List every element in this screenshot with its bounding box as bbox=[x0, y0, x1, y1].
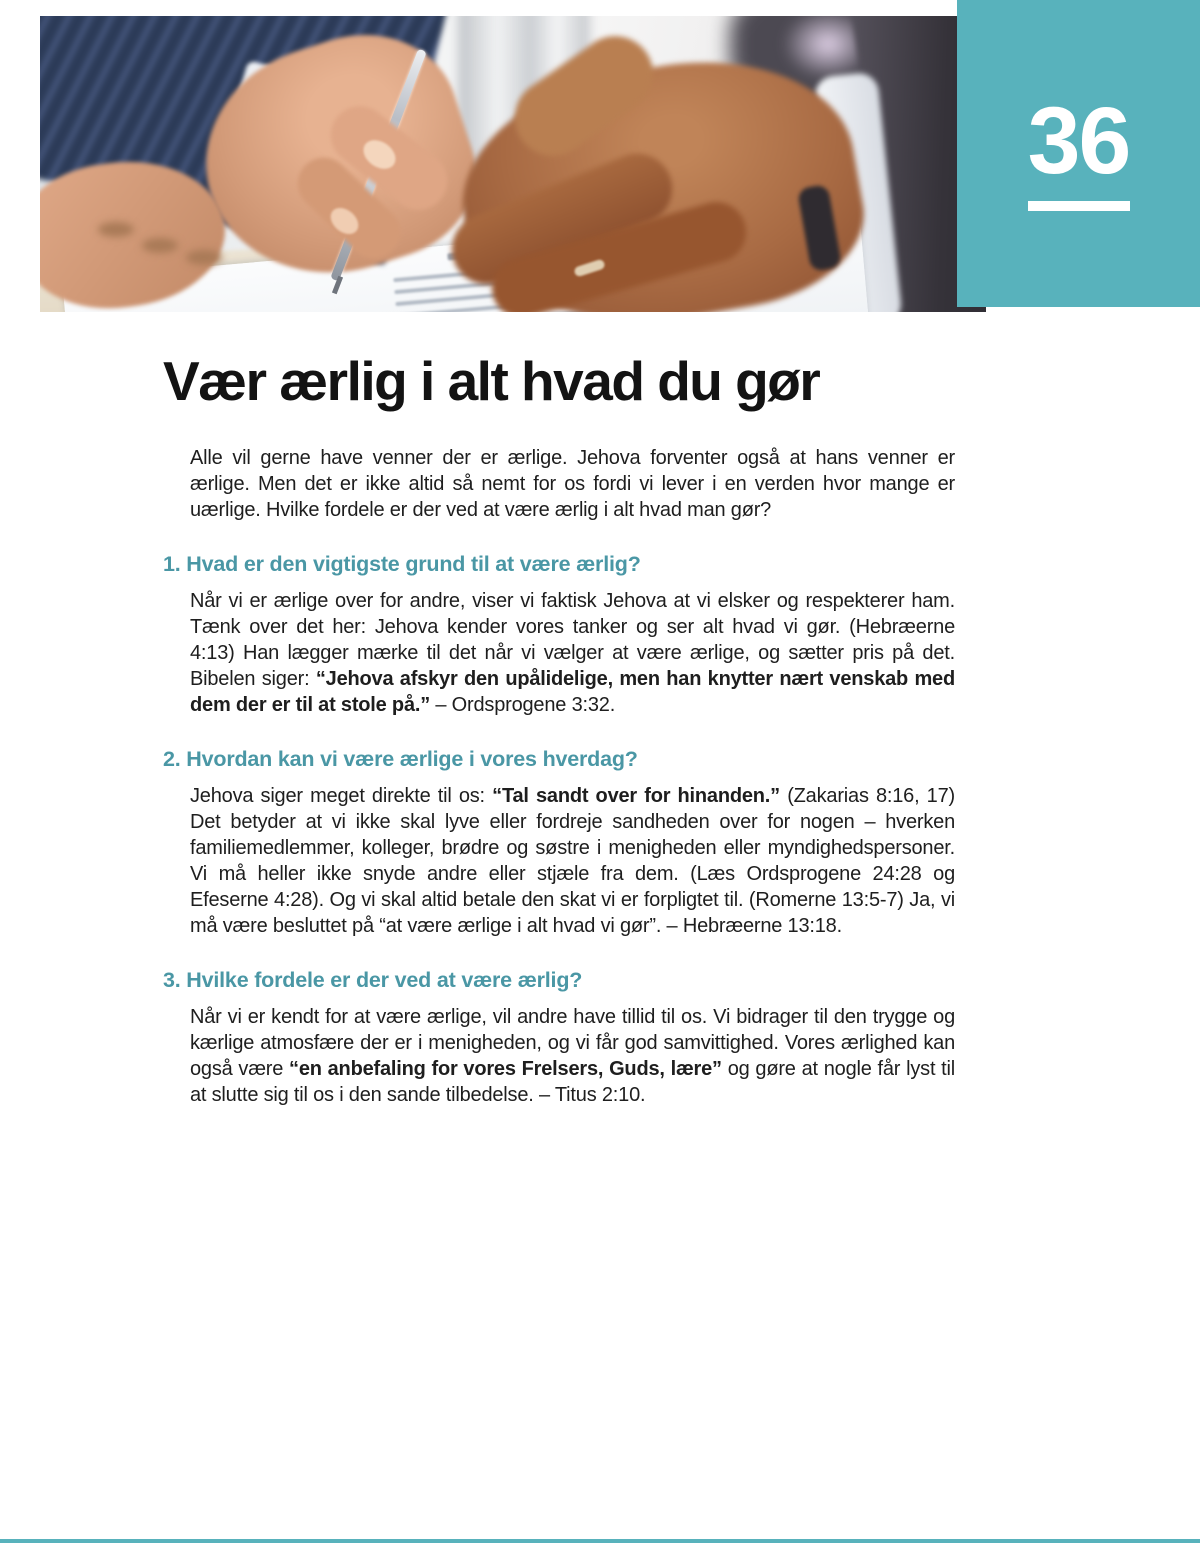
section-3-paragraph bbox=[163, 1004, 955, 1108]
hero-photo-signing-document bbox=[40, 16, 986, 312]
section-1-paragraph bbox=[163, 588, 955, 718]
section-2-paragraph bbox=[163, 783, 955, 939]
body-text: Jehova siger meget direkte til os: bbox=[190, 785, 493, 807]
section-2-heading: 2. Hvordan kan vi være ærlige i vores hverdag? bbox=[163, 747, 638, 771]
photo-knuckle-crease bbox=[186, 250, 222, 265]
footer-accent-bar bbox=[0, 1539, 1200, 1543]
photo-knuckle-crease bbox=[98, 222, 134, 237]
section-3-heading: 3. Hvilke fordele er der ved at være ærlig? bbox=[163, 968, 583, 992]
bible-quote-bold: “en anbefaling for vores Frelsers, Guds, lære” bbox=[289, 1058, 722, 1080]
section-1 bbox=[163, 551, 955, 718]
photo-knuckle-crease bbox=[142, 238, 178, 253]
lesson-number: 36 bbox=[1027, 88, 1130, 194]
section-2 bbox=[163, 746, 955, 939]
body-text: – Ordsprogene 3:32. bbox=[430, 694, 616, 716]
page-title: Vær ærlig i alt hvad du gør bbox=[163, 350, 820, 412]
lesson-number-badge bbox=[957, 0, 1200, 307]
body-text: Når vi er ærlige over for andre, viser vi faktisk Jehova at vi elsker og respekterer ham. Tænk over det her: Jehova kender vores tanker og ser alt hvad vi gør. (Hebræerne 4:13) Han lægger mærke til det når vi vælger at være ærlige, og sætter pris på det. Bibelen siger: bbox=[190, 590, 955, 690]
lesson-article bbox=[163, 307, 955, 1108]
lesson-number-underline bbox=[1028, 201, 1130, 211]
body-text: (Zakarias 8:16, 17) Det betyder at vi ikke skal lyve eller fordreje sandheden over for nogen – hverken familiemedlemmer, kolleger, brødre og søstre i menigheden eller myndighedspersoner. Vi må heller ikke snyde andre eller stjæle fra dem. (Læs Ordsprogene 24:28 og Efeserne 4:28). Og vi skal altid betale den skat vi er forpligtet til. (Romerne 13:5-7) Ja, vi må være besluttet på “at være ærlige i alt hvad vi gør”. – Hebræerne 13:18. bbox=[190, 785, 955, 937]
section-1-heading: 1. Hvad er den vigtigste grund til at være ærlig? bbox=[163, 552, 641, 576]
bible-quote-bold: “Tal sandt over for hinanden.” bbox=[492, 785, 780, 807]
intro-paragraph: Alle vil gerne have venner der er ærlige. Jehova forventer også at hans venner er ærlige. Men det er ikke altid så nemt for os fordi vi lever i en verden hvor mange er uærlige. Hvilke fordele er der ved at være ærlig i alt hvad man gør? bbox=[190, 447, 955, 521]
bible-quote-bold: “Jehova afskyr den upålidelige, men han knytter nært venskab med dem der er til at stole på.” bbox=[190, 668, 955, 716]
body-text: og gøre at nogle får lyst til at slutte sig til os i den sande tilbedelse. – Titus 2:10. bbox=[190, 1058, 955, 1106]
section-3 bbox=[163, 967, 955, 1108]
body-text: Når vi er kendt for at være ærlige, vil andre have tillid til os. Vi bidrager til den trygge og kærlige atmosfære der er i menigheden, og vi får god samvittighed. Vores ærlighed kan også være bbox=[190, 1006, 955, 1080]
